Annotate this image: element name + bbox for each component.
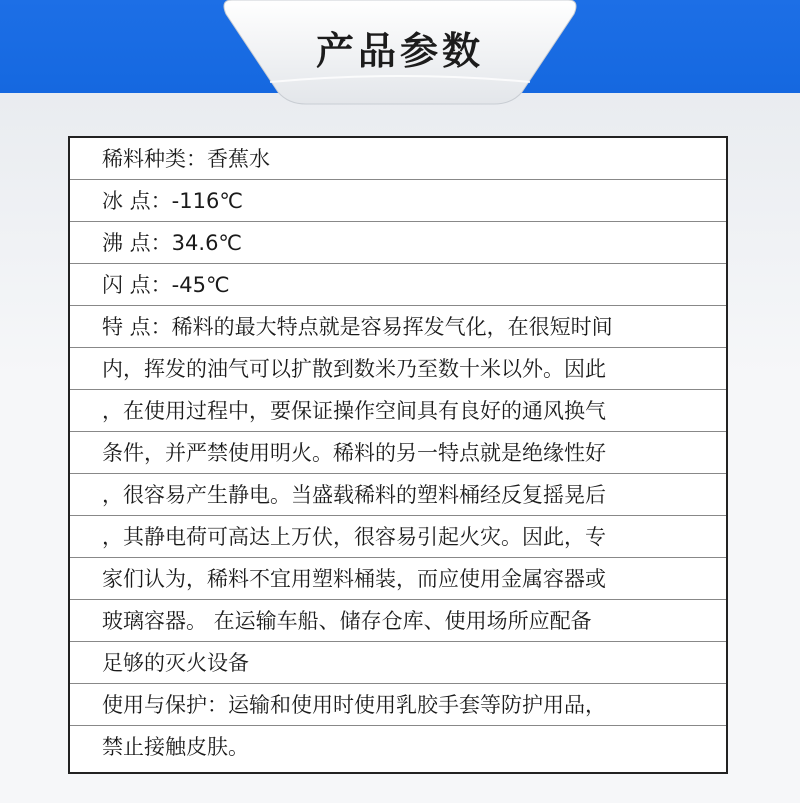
spec-row: 内，挥发的油气可以扩散到数米乃至数十米以外。因此 bbox=[70, 348, 726, 390]
spec-row: 使用与保护：运输和使用时使用乳胶手套等防护用品， bbox=[70, 684, 726, 726]
spec-row: 特 点：稀料的最大特点就是容易挥发气化，在很短时间 bbox=[70, 306, 726, 348]
spec-row: 稀料种类：香蕉水 bbox=[70, 138, 726, 180]
spec-row: 沸 点：34.6℃ bbox=[70, 222, 726, 264]
spec-row: ，很容易产生静电。当盛载稀料的塑料桶经反复摇晃后 bbox=[70, 474, 726, 516]
spec-row: 足够的灭火设备 bbox=[70, 642, 726, 684]
spec-row: ，在使用过程中，要保证操作空间具有良好的通风换气 bbox=[70, 390, 726, 432]
spec-row: 冰 点：-116℃ bbox=[70, 180, 726, 222]
spec-table bbox=[68, 136, 728, 774]
spec-row: 家们认为，稀料不宜用塑料桶装，而应使用金属容器或 bbox=[70, 558, 726, 600]
spec-row: 条件，并严禁使用明火。稀料的另一特点就是绝缘性好 bbox=[70, 432, 726, 474]
spec-row: 玻璃容器。 在运输车船、储存仓库、使用场所应配备 bbox=[70, 600, 726, 642]
spec-row: 闪 点：-45℃ bbox=[70, 264, 726, 306]
spec-row: 禁止接触皮肤。 bbox=[102, 735, 249, 759]
page-title: 产品参数 bbox=[315, 29, 484, 73]
spec-row: ，其静电荷可高达上万伏，很容易引起火灾。因此，专 bbox=[70, 516, 726, 558]
